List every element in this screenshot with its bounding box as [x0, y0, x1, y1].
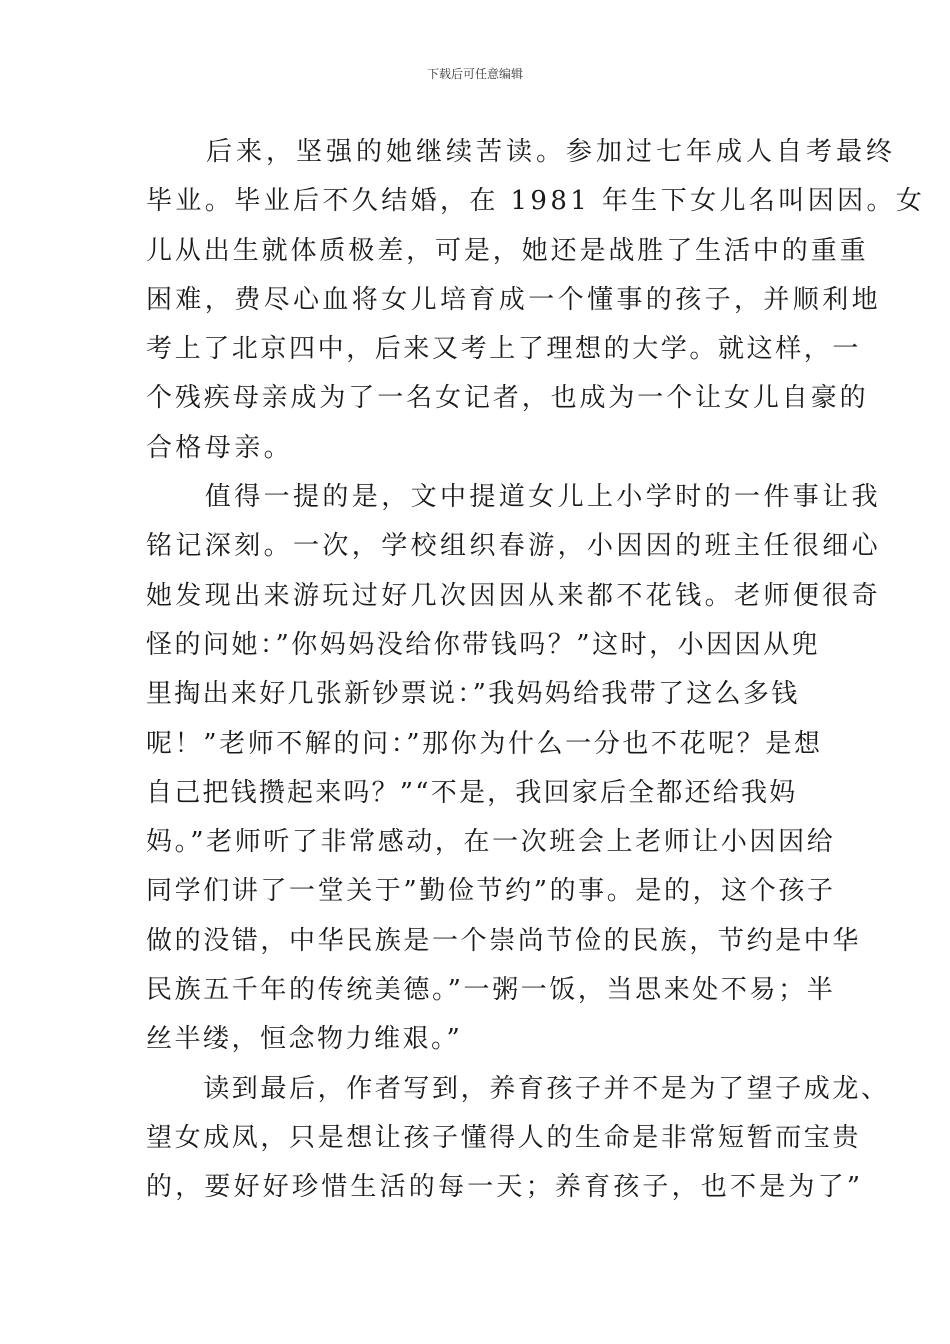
text-line: 读到最后，作者写到，养育孩子并不是为了望子成龙、	[146, 1073, 890, 1104]
text-line: 值得一提的是，文中提道女儿上小学时的一件事让我	[146, 482, 882, 513]
text-line: 铭记深刻。一次，学校组织春游，小因因的班主任很细心	[146, 531, 882, 562]
text-line: 个残疾母亲成为了一名女记者，也成为一个让女儿自豪的	[146, 383, 869, 414]
text-line: 后来，坚强的她继续苦读。参加过七年成人自考最终	[146, 137, 897, 167]
text-line: 的，要好好珍惜生活的每一天；养育孩子，也不是为了”	[146, 1172, 864, 1203]
text-line: 里掏出来好几张新钞票说：”我妈妈给我带了这么多钱	[146, 679, 800, 710]
body-text	[146, 128, 926, 1213]
text-line: 毕业。毕业后不久结婚，在 1981 年生下女儿名叫因因。女	[146, 186, 926, 217]
text-line: 妈。”老师听了非常感动，在一次班会上老师让小因因给	[146, 827, 836, 858]
text-line: 考上了北京四中，后来又考上了理想的大学。就这样，一	[146, 334, 862, 365]
text-line: 自己把钱攒起来吗？”“不是，我回家后全都还给我妈	[146, 777, 798, 808]
text-line: 望女成凤，只是想让孩子懂得人的生命是非常短暂而宝贵	[146, 1122, 862, 1153]
text-line: 她发现出来游玩过好几次因因从来都不花钱。老师便很奇	[146, 580, 882, 611]
text-line: 呢！”老师不解的问：”那你为什么一分也不花呢？是想	[146, 728, 823, 759]
text-line: 合格母亲。	[146, 432, 294, 463]
text-line: 丝半缕，恒念物力维艰。”	[146, 1024, 463, 1055]
page-header: 下载后可任意编辑	[426, 67, 523, 81]
text-line: 同学们讲了一堂关于”勤俭节约”的事。是的，这个孩子	[146, 876, 836, 907]
text-line: 困难，费尽心血将女儿培育成一个懂事的孩子，并顺利地	[146, 284, 882, 315]
text-line: 怪的问她：”你妈妈没给你带钱吗？”这时，小因因从兜	[146, 629, 821, 660]
text-line: 儿从出生就体质极差，可是，她还是战胜了生活中的重重	[146, 235, 869, 266]
text-line: 做的没错，中华民族是一个崇尚节俭的民族，节约是中华	[146, 925, 862, 956]
text-line: 民族五千年的传统美德。”一粥一饭，当思来处不易；半	[146, 975, 836, 1006]
